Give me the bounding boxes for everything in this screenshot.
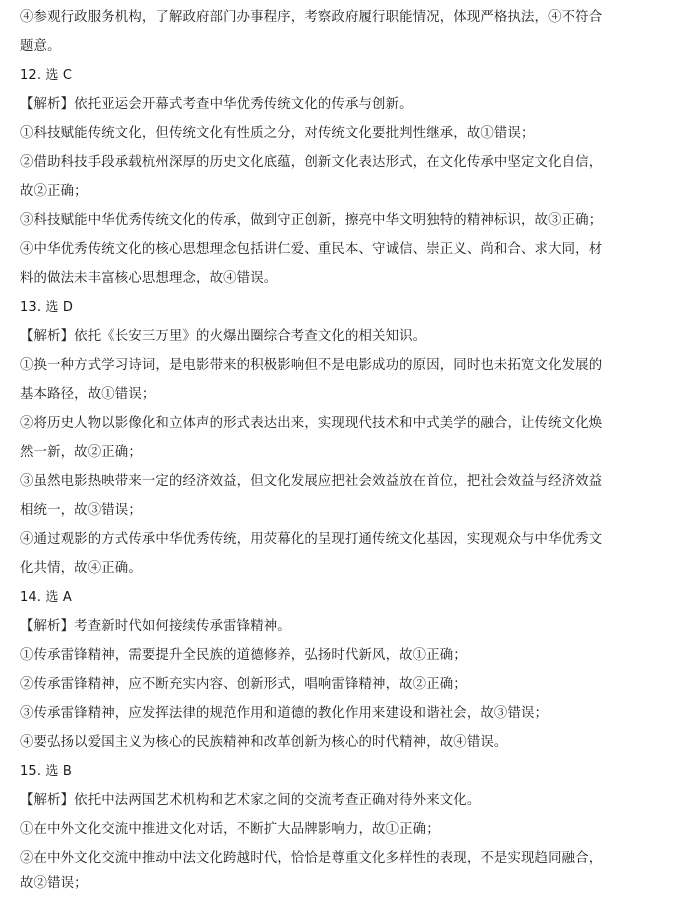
text-line: ②将历史人物以影像化和立体声的形式表达出来，实现现代技术和中式美学的融合，让传统文化焕 (20, 416, 603, 431)
text-line: 故②正确； (20, 184, 88, 199)
analysis-line: 【解析】依托亚运会开幕式考查中华优秀传统文化的传承与创新。 (20, 97, 413, 112)
text-line: 料的做法未丰富核心思想理念，故④错误。 (20, 271, 278, 286)
text-line: 基本路径，故①错误； (20, 387, 156, 402)
question-heading: 14. 选 A (20, 590, 72, 605)
text-line: ④要弘扬以爱国主义为核心的民族精神和改革创新为核心的时代精神，故④错误。 (20, 735, 508, 750)
text-line: ①在中外文化交流中推进文化对话，不断扩大品牌影响力，故①正确； (20, 822, 440, 837)
text-line: 然一新，故②正确； (20, 445, 142, 460)
text-line: 化共情，故④正确。 (20, 561, 142, 576)
text-line: 故②错误； (20, 876, 88, 891)
analysis-line: 【解析】依托《长安三万里》的火爆出圈综合考查文化的相关知识。 (20, 329, 427, 344)
text-line: ①传承雷锋精神，需要提升全民族的道德修养，弘扬时代新风，故①正确； (20, 648, 467, 663)
text-line: ④中华优秀传统文化的核心思想理念包括讲仁爱、重民本、守诚信、崇正义、尚和合、求大同，材 (20, 242, 603, 257)
text-line: ②借助科技手段承载杭州深厚的历史文化底蕴，创新文化表达形式，在文化传承中坚定文化自信， (20, 155, 603, 170)
text-line: ③虽然电影热映带来一定的经济效益，但文化发展应把社会效益放在首位，把社会效益与经济效益 (20, 474, 603, 489)
question-heading: 12. 选 C (20, 68, 73, 83)
text-line: 题意。 (20, 39, 61, 54)
text-line: ②在中外文化交流中推动中法文化跨越时代，恰恰是尊重文化多样性的表现，不是实现趋同融合， (20, 851, 603, 866)
text-line: ①科技赋能传统文化，但传统文化有性质之分，对传统文化要批判性继承，故①错误； (20, 126, 535, 141)
text-line: 相统一，故③错误； (20, 503, 142, 518)
text-line: ③传承雷锋精神，应发挥法律的规范作用和道德的教化作用来建设和谐社会，故③错误； (20, 706, 549, 721)
text-line: ④通过观影的方式传承中华优秀传统，用荧幕化的呈现打通传统文化基因，实现观众与中华优秀文 (20, 532, 603, 547)
question-heading: 13. 选 D (20, 300, 73, 315)
question-heading: 15. 选 B (20, 764, 72, 779)
text-line: ①换一种方式学习诗词，是电影带来的积极影响但不是电影成功的原因，同时也未拓宽文化发展的 (20, 358, 603, 373)
text-line: ③科技赋能中华优秀传统文化的传承，做到守正创新，擦亮中华文明独特的精神标识，故③正确； (20, 213, 603, 228)
analysis-line: 【解析】考查新时代如何接续传承雷锋精神。 (20, 619, 291, 634)
analysis-line: 【解析】依托中法两国艺术机构和艺术家之间的交流考查正确对待外来文化。 (20, 793, 481, 808)
text-line: ②传承雷锋精神，应不断充实内容、创新形式，唱响雷锋精神，故②正确； (20, 677, 467, 692)
text-line: ④参观行政服务机构，了解政府部门办事程序，考察政府履行职能情况，体现严格执法，④不符合 (20, 10, 603, 25)
